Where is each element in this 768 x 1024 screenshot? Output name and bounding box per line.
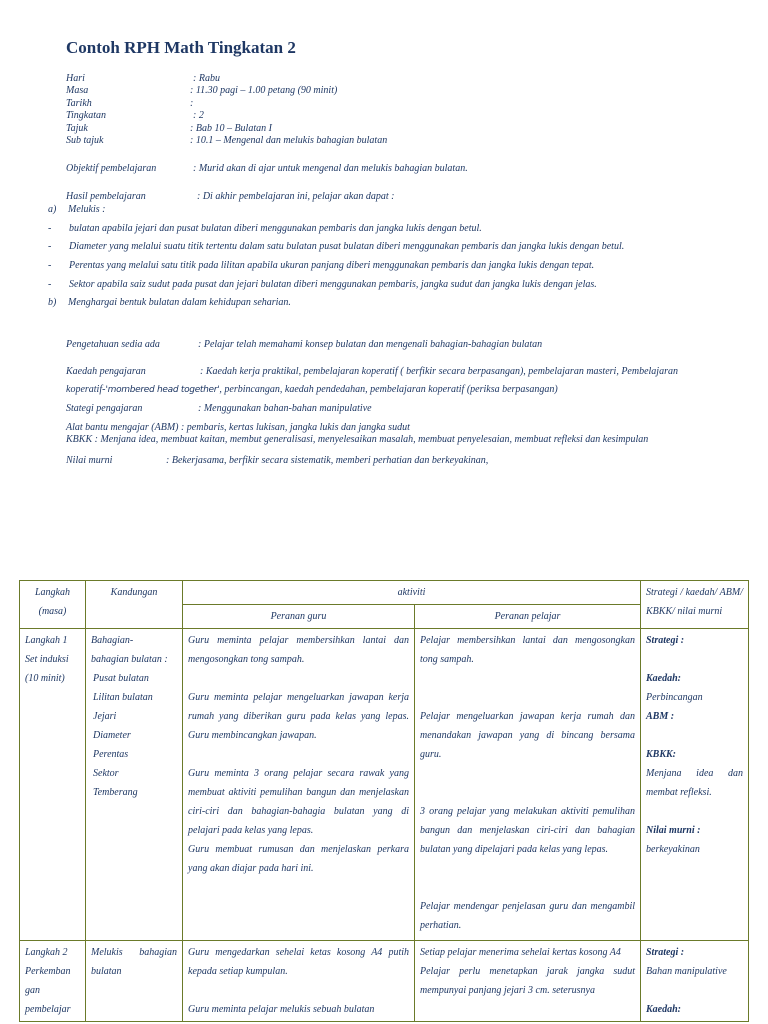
meta-label: Masa xyxy=(66,85,89,96)
header-peranan-pelajar: Peranan pelajar xyxy=(415,605,641,629)
meta-label: Sub tajuk xyxy=(66,135,104,146)
item-a-marker: a) xyxy=(48,204,57,215)
kbkk-line: KBKK : Menjana idea, membuat kaitan, membut generalisasi, menyelesaikan masalah, membuat penyelesaian, membuat refleksi dan kesimpulan xyxy=(66,434,649,445)
table-header-row xyxy=(20,581,749,605)
langkah-line: Langkah 1 xyxy=(25,635,68,646)
nilai-label: Nilai murni xyxy=(66,455,113,466)
kbkk-label: KBKK: xyxy=(646,749,677,760)
row2-peranan-pelajar xyxy=(415,941,641,1022)
row1-peranan-pelajar xyxy=(415,629,641,941)
kandungan-line: Jejari xyxy=(93,711,117,722)
strategi-value: : Menggunakan bahan-bahan manipulative xyxy=(198,403,372,414)
row2-langkah xyxy=(20,941,86,1022)
meta-value: : 11.30 pagi – 1.00 petang (90 minit) xyxy=(190,85,338,96)
kaedah-line1: : Kaedah kerja praktikal, pembelajaran koperatif ( berfikir secara berpasangan), pembelajaran masteri, Pembelajaran xyxy=(200,366,678,377)
list-item: Perentas yang melalui satu titik pada lilitan apabila ukuran panjang diberi menggunakan pembaris dan jangka lukis dengan tepat. xyxy=(69,260,595,271)
nilai-value: : Bekerjasama, berfikir secara sistematik, memberi perhatian dan berkeyakinan, xyxy=(166,455,489,466)
header-langkah-line: Langkah xyxy=(35,587,70,598)
meta-value: : 10.1 – Mengenal dan melukis bahagian bulatan xyxy=(190,135,388,146)
row1-peranan-guru xyxy=(183,629,415,941)
kaedah-label: Kaedah: xyxy=(646,673,681,684)
guru-paragraph: Guru membuat rumusan dan menjelaskan perkara yang akan diajar pada hari ini. xyxy=(188,844,409,874)
pelajar-paragraph: Setiap pelajar menerima sehelai kertas kosong A4 xyxy=(420,947,621,958)
guru-paragraph: Guru mengedarkan sehelai ketas kosong A4 putih kepada setiap kumpulan. xyxy=(188,947,409,977)
meta-value: : Rabu xyxy=(193,73,220,84)
row1-kandungan xyxy=(86,629,183,941)
document-title: Contoh RPH Math Tingkatan 2 xyxy=(66,38,296,57)
meta-value: : xyxy=(190,98,194,109)
kaedah-label: Kaedah: xyxy=(646,1004,681,1015)
pelajar-paragraph: Pelajar mendengar penjelasan guru dan mengambil perhatian. xyxy=(420,901,635,931)
bullet-mark: - xyxy=(48,241,52,252)
langkah-line: Perkemban xyxy=(25,966,71,977)
kandungan-line: Sektor xyxy=(93,768,119,779)
kaedah-line2-handwritten: 'mombered head together' xyxy=(105,385,220,395)
langkah-line: Set induksi xyxy=(25,654,69,665)
abm-label: ABM : xyxy=(646,711,675,722)
strategi-label: Strategi : xyxy=(646,635,685,646)
hasil-label: Hasil pembelajaran xyxy=(66,191,146,202)
strategi-label: Stategi pengajaran xyxy=(66,403,143,414)
header-kandungan: Kandungan xyxy=(86,581,183,629)
guru-paragraph: Guru meminta pelajar mengeluarkan jawapan kerja rumah yang diberikan guru pada kelas yang lepas. Guru membincangkan jawapan. xyxy=(188,692,409,741)
kaedah-line2-a: koperatif- xyxy=(66,384,106,395)
strategi-value: Bahan manipulative xyxy=(646,966,727,977)
meta-value: : 2 xyxy=(193,110,204,121)
header-langkah xyxy=(20,581,86,629)
row2-strategi xyxy=(641,941,749,1022)
guru-paragraph: Guru meminta pelajar membersihkan lantai dan mengosongkan tong sampah. xyxy=(188,635,409,665)
row2-peranan-guru xyxy=(183,941,415,1022)
pengetahuan-label: Pengetahuan sedia ada xyxy=(66,339,160,350)
list-item: bulatan apabila jejari dan pusat bulatan diberi menggunakan pembaris dan jangka lukis dengan betul. xyxy=(69,223,482,234)
kandungan-line: Temberang xyxy=(93,787,138,798)
bullet-mark: - xyxy=(48,279,52,290)
objektif-value: : Murid akan di ajar untuk mengenal dan melukis bahagian bulatan. xyxy=(193,163,468,174)
item-b-marker: b) xyxy=(48,297,57,308)
pelajar-paragraph: Pelajar mengeluarkan jawapan kerja rumah dan menandakan jawapan yang di bincang bersama guru. xyxy=(420,711,635,760)
kaedah-line2 xyxy=(66,384,558,397)
list-item: Sektor apabila saiz sudut pada pusat dan jejari bulatan diberi menggunakan pembaris, jangka sudut dan jangka lukis dengan jelas. xyxy=(69,279,597,290)
header-langkah-line: (masa) xyxy=(38,606,67,617)
nilai-value: berkeyakinan xyxy=(646,844,700,855)
pelajar-paragraph: 3 orang pelajar yang melakukan aktiviti pemulihan bangun dan menjelaskan ciri-ciri dan bahagian bulatan yang dipelajari pada kelas yang lepas. xyxy=(420,806,635,855)
bullet-mark: - xyxy=(48,260,52,271)
table-row xyxy=(20,629,749,941)
lesson-plan-table xyxy=(19,580,749,1022)
item-b-text: Menghargai bentuk bulatan dalam kehidupan seharian. xyxy=(68,297,291,308)
header-strategi: Strategi / kaedah/ ABM/ KBKK/ nilai murni xyxy=(641,581,749,629)
row1-langkah xyxy=(20,629,86,941)
kandungan-line: Bahagian- xyxy=(91,635,134,646)
kaedah-line2-c: , perbincangan, kaedah pendedahan, pembelajaran koperatif (periksa berpasangan) xyxy=(219,384,558,395)
kandungan-line: bahagian bulatan : xyxy=(91,654,168,665)
header-peranan-guru: Peranan guru xyxy=(183,605,415,629)
guru-paragraph: Guru meminta 3 orang pelajar secara rawak yang membuat aktiviti pemulihan bangun dan menjelaskan ciri-ciri dan bahagian-bahagia bulatan yang di pelajari pada kelas yang lepas. xyxy=(188,768,409,836)
item-a-text: Melukis : xyxy=(68,204,106,215)
pelajar-paragraph: Pelajar membersihkan lantai dan mengosongkan tong sampah. xyxy=(420,635,635,665)
kaedah-label: Kaedah pengajaran xyxy=(66,366,146,377)
abm-line: Alat bantu mengajar (ABM) : pembaris, kertas lukisan, jangka lukis dan jangka sudut xyxy=(66,422,410,433)
pelajar-paragraph: Pelajar perlu menetapkan jarak jangka sudut mempunyai panjang jejari 3 cm. seterusnya xyxy=(420,966,635,996)
objektif-label: Objektif pembelajaran xyxy=(66,163,157,174)
meta-label: Tarikh xyxy=(66,98,92,109)
kandungan-line: Perentas xyxy=(93,749,129,760)
langkah-line: Langkah 2 xyxy=(25,947,68,958)
meta-label: Tajuk xyxy=(66,123,88,134)
strategi-label: Strategi : xyxy=(646,947,685,958)
kaedah-value: Perbincangan xyxy=(646,692,703,703)
hasil-value: : Di akhir pembelajaran ini, pelajar akan dapat : xyxy=(197,191,395,202)
kandungan-line: Lilitan bulatan xyxy=(93,692,153,703)
guru-paragraph: Guru meminta pelajar melukis sebuah bulatan xyxy=(188,1004,375,1015)
langkah-line: (10 minit) xyxy=(25,673,65,684)
bullet-mark: - xyxy=(48,223,52,234)
kandungan-line: Diameter xyxy=(93,730,131,741)
list-item: Diameter yang melalui suatu titik tertentu dalam satu bulatan pusat bulatan diberi menggunakan pembaris dan jangka lukis dengan betul. xyxy=(69,241,625,252)
kandungan-line: Pusat bulatan xyxy=(93,673,149,684)
langkah-line: pembelajar xyxy=(25,1004,71,1015)
kbkk-value: Menjana idea dan membat refleksi. xyxy=(646,768,743,798)
row1-strategi xyxy=(641,629,749,941)
nilai-label: Nilai murni : xyxy=(646,825,701,836)
langkah-line: gan xyxy=(25,985,40,996)
meta-value: : Bab 10 – Bulatan I xyxy=(190,123,272,134)
pengetahuan-value: : Pelajar telah memahami konsep bulatan dan mengenali bahagian-bahagian bulatan xyxy=(198,339,543,350)
header-aktiviti: aktiviti xyxy=(183,581,641,605)
meta-label: Tingkatan xyxy=(66,110,107,121)
row2-kandungan: Melukis bahagian bulatan xyxy=(86,941,183,1022)
meta-label: Hari xyxy=(66,73,85,84)
table-row xyxy=(20,941,749,1022)
